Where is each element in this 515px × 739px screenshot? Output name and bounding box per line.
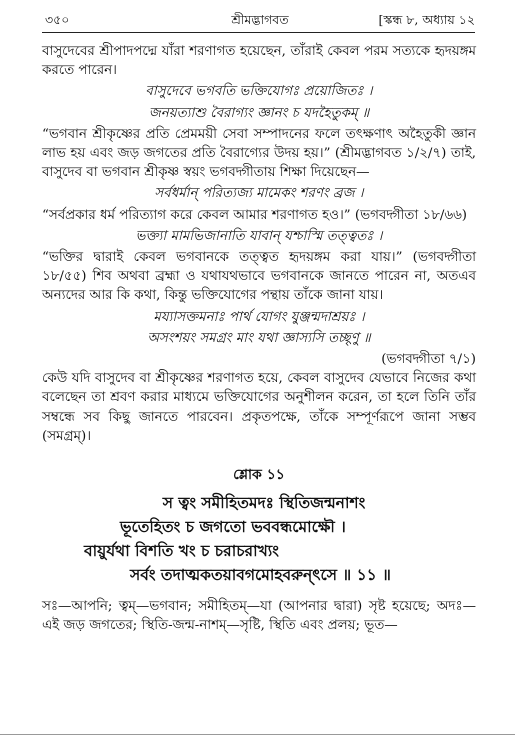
paragraph: “ভগবান শ্রীকৃষ্ণের প্রতি প্রেমময়ী সেবা সম্পাদনের ফলে তৎক্ষণাৎ অহৈতুকী জ্ঞান লাভ হয় এবং জড় জগতের প্রতি বৈরাগ্যের উদয় হয়।” (শ্রীমদ্ভাগবত ১/২/৭) তাই, বাসুদেব বা ভগবান শ্রীকৃষ্ণ স্বয়ং ভগবদ্গীতায় শিক্ষা দিয়েছেন— xyxy=(42,126,476,181)
section-label: [স্কন্ধ ৮, অধ্যায় ১২ xyxy=(378,12,475,27)
verse-line: ভক্ত্যা মামভিজানাতি যাবান্ যশ্চাস্মি তত্ত্বতঃ । xyxy=(135,228,383,244)
sloka-heading: শ্লোক ১১ xyxy=(233,467,285,484)
page-content xyxy=(42,42,476,636)
header-rule xyxy=(42,32,475,33)
page-number: ৩৫০ xyxy=(45,12,70,27)
verse-line: বাসুদেবে ভগবতি ভক্তিযোগঃ প্রয়োজিতঃ । xyxy=(145,84,373,100)
verse-line: অসংশয়ং সমগ্রং মাং যথা জ্ঞাস্যসি তচ্ছৃণু ॥ xyxy=(147,330,371,346)
verse-line: জনয়ত্যাশু বৈরাগ্যং জ্ঞানং চ যদহৈতুকম্ ॥ xyxy=(148,105,370,121)
paragraph: “সর্বপ্রকার ধর্ম পরিত্যাগ করে কেবল আমার শরণাগত হও।” (ভগবদ্গীতা ১৮/৬৬) xyxy=(42,207,468,223)
verse-line: ময্যাসক্তমনাঃ পার্থ যোগং যুঞ্জন্মদাশ্রয়ঃ । xyxy=(153,309,365,325)
reference: (ভগবদ্গীতা ৭/১) xyxy=(381,352,476,368)
book-title: শ্রীমদ্ভাগবত xyxy=(231,12,289,27)
sloka-line: ভূতেহিতং চ জগতো ভববন্ধমোক্ষৌ । xyxy=(120,517,346,537)
verse-line: সর্বধর্মান্ পরিত্যজ্য মামেকং শরণং ব্রজ । xyxy=(154,186,364,202)
page-header xyxy=(45,10,475,32)
paragraph: “ভক্তির দ্বারাই কেবল ভগবানকে তত্ত্বত হৃদয়ঙ্গম করা যায়।” (ভগবদ্গীতা ১৮/৫৫) শিব অথবা ব্রহ্মা ও যথাযথভাবে ভগবানকে জানতে পারেন না, অতএব অন্যদের আর কি কথা, কিন্তু ভক্তিযোগের পন্থায় তাঁকে জানা যায়। xyxy=(42,250,476,304)
sloka-line: স ত্বং সমীহিতমদঃ স্থিতিজন্মনাশং xyxy=(162,493,366,513)
sloka-line: বায়ুর্যথা বিশতি খং চ চরাচরাখ্যং xyxy=(84,541,279,561)
sloka-line: সর্বং তদাত্মকতয়াবগমোহবরুন্ৎসে ॥ ১১ ॥ xyxy=(130,565,391,585)
synonyms: সঃ—আপনি; ত্বম্—ভগবান; সমীহিতম্—যা (আপনার দ্বারা) সৃষ্ট হয়েছে; অদঃ—এই জড় জগতের; স্থিতি-জন্ম-নাশম্—সৃষ্টি, স্থিতি এবং প্রলয়; ভূত— xyxy=(42,599,476,634)
paragraph: বাসুদেবের শ্রীপাদপদ্মে যাঁরা শরণাগত হয়েছেন, তাঁরাই কেবল পরম সত্যকে হৃদয়ঙ্গম করতে পারেন। xyxy=(42,44,476,79)
paragraph: কেউ যদি বাসুদেব বা শ্রীকৃষ্ণের শরণাগত হয়ে, কেবল বাসুদেব যেভাবে নিজের কথা বলেছেন তা শ্রবণ করার মাধ্যমে ভক্তিযোগের অনুশীলন করেন, তা হলে তিনি তাঁর সম্বন্ধে সব কিছু জানতে পারবেন। প্রকৃতপক্ষে, তাঁকে সম্পূর্ণরূপে জানা সম্ভব (সমগ্রম্)। xyxy=(42,371,476,444)
bottom-rule xyxy=(0,734,515,735)
